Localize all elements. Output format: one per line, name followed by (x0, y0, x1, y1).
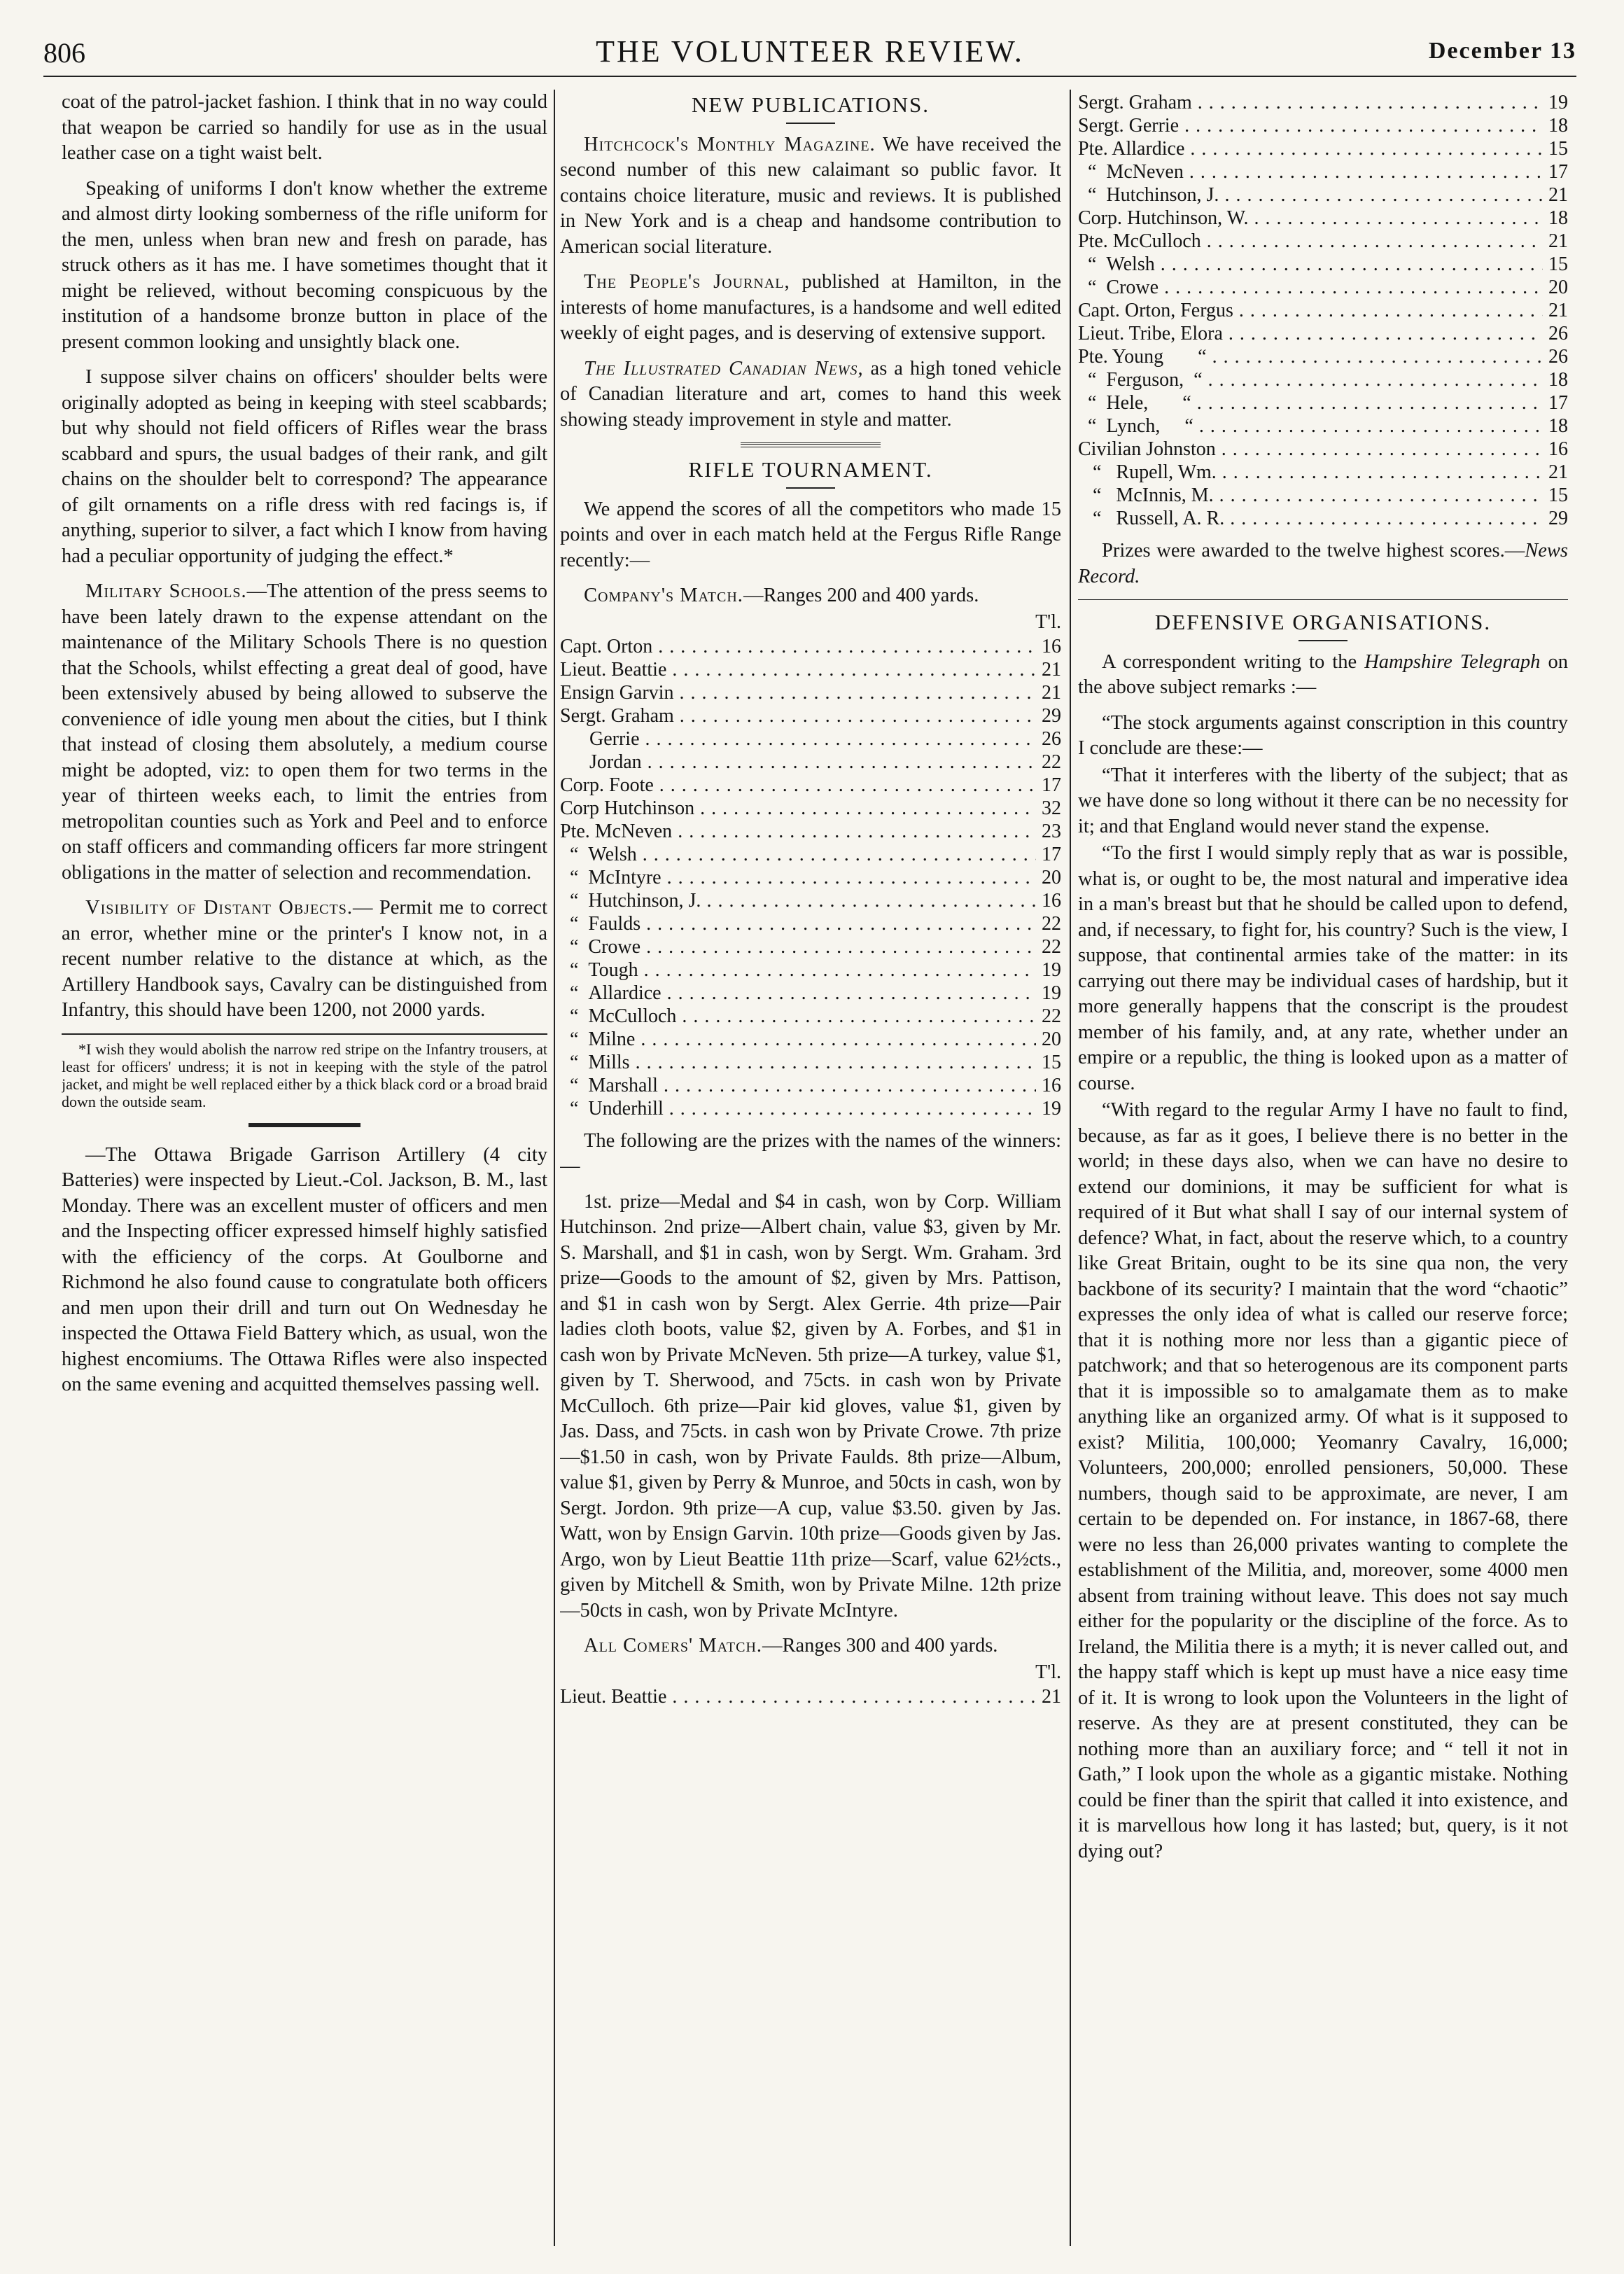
competitor-score: 21 (1042, 658, 1061, 681)
score-row (1078, 438, 1568, 461)
score-row (1078, 253, 1568, 276)
title-rule (786, 487, 835, 489)
score-row (560, 820, 1061, 843)
score-row (1078, 484, 1568, 507)
competitor-score: 16 (1042, 889, 1061, 912)
article-paragraph (1078, 650, 1568, 701)
paragraph-body: —The attention of the press seems to have been lately drawn to the expense attendant on the maintenance of the Military Schools There is no question that the Schools, whilst effecting a great deal of good, have been extensively abused by being allowed to subserve the convenience of idle young men about the cities, but I think that instead of closing them absolutely, a medium course might be adopted, viz: to open them for two terms in the year of thirteen weeks each, to limit the entries from metropolitan counties such as York and Peel and to enforce on staff officers and commanding officers far more stringent obligations in the matter of selection and recommendation. (62, 580, 547, 884)
competitor-name: Pte. McNeven . . . (560, 820, 1036, 843)
competitor-name: Lieut. Tribe, Elora . . . (1078, 322, 1543, 345)
competitor-name: “ Tough . . . (560, 958, 1036, 982)
paragraph-body: Prizes were awarded to the twelve highest scores.— (1102, 540, 1525, 561)
score-row (1078, 299, 1568, 322)
article-paragraph: The following are the prizes with the names of the winners:— (560, 1129, 1061, 1177)
section-lead: All Comers' Match. (584, 1635, 763, 1656)
competitor-name: “ McIntyre . . . (560, 866, 1036, 889)
competitor-score: 21 (1548, 184, 1568, 206)
column-divider-2 (1070, 90, 1071, 2246)
score-row (560, 635, 1061, 658)
score-row (1078, 507, 1568, 530)
competitor-score: 17 (1548, 161, 1568, 183)
header-rule (43, 76, 1576, 77)
article-paragraph (560, 1633, 1061, 1659)
score-row (560, 843, 1061, 866)
article-paragraph (560, 583, 1061, 609)
separator-rule (248, 1123, 360, 1127)
competitor-name: Pte. Young “ . . . (1078, 345, 1543, 368)
competitor-name: Pte. Allardice . . . (1078, 137, 1543, 160)
competitor-name: “ Milne . . . (560, 1028, 1036, 1051)
company-match-scores (560, 635, 1061, 1120)
competitor-name: “ Welsh . . . (560, 843, 1036, 866)
article-paragraph: I suppose silver chains on officers' shoulder belts were originally adopted as being in keeping with steel scabbards; but why should not field officers of Rifles wear the brass scabbard and spurs, the usual badges of their rank, and gilt chains on the shoulder belt to correspond? The appearance of gilt ornaments on a rifle dress with red facings is, if anything, superior to silver, a fact which I know from having had a peculiar opportunity of judging the effect.* (62, 366, 547, 567)
paragraph-body: We have received the second number of this new calaimant so public favor. It contains choice literature, music and reviews. It is published in New York and is a cheap and handsome contribution to American social literature. (560, 133, 1061, 258)
article-paragraph (560, 132, 1061, 260)
column-1 (62, 90, 547, 2246)
score-row (560, 1028, 1061, 1051)
score-row (560, 935, 1061, 958)
score-row (1078, 276, 1568, 299)
competitor-name: “ McCulloch . . . (560, 1005, 1036, 1028)
title-rule (786, 123, 835, 124)
article-paragraph (560, 270, 1061, 347)
source-name: News Record. (1078, 540, 1568, 587)
competitor-score: 26 (1042, 727, 1061, 750)
competitor-score: 22 (1042, 1005, 1061, 1027)
page-number: 806 (43, 37, 85, 69)
competitor-score: 18 (1548, 415, 1568, 437)
competitor-name: Jordan . . . (560, 751, 1036, 774)
competitor-score: 16 (1042, 635, 1061, 657)
separator-rule (741, 442, 881, 447)
competitor-name: “ Allardice . . . (560, 982, 1036, 1005)
score-row (560, 889, 1061, 912)
article-paragraph (62, 579, 547, 886)
score-row (560, 751, 1061, 774)
competitor-score: 23 (1042, 820, 1061, 842)
all-comers-scores (560, 1685, 1061, 1708)
article-paragraph: “To the first I would simply reply that as war is possible, what is, or ought to be, the most natural and imperative idea in a man's breast but that he should be called upon to defend, and, if necessary, to fight for, his country? Such is the view, I suppose, that continental armies take of the matter: in its carrying out there may be individual cases of hardship, but it more generally happens that the conscript is the proudest member of his family, and, at any rate, whether under an empire or a republic, the thing is looked upon as a matter of course. (1078, 842, 1568, 1094)
article-paragraph: “That it interferes with the liberty of the subject; that as we have done so long without it there can be no necessity for it; and that England would never stand the expense. (1078, 764, 1568, 837)
competitor-score: 20 (1042, 866, 1061, 888)
paragraph-body: A correspondent writing to the (1102, 650, 1365, 673)
score-row (560, 727, 1061, 751)
score-row (1078, 207, 1568, 230)
competitor-name: “ McInnis, M. . . . (1078, 484, 1543, 507)
competitor-score: 17 (1548, 392, 1568, 414)
competitor-name: Lieut. Beattie . . . (560, 1685, 1036, 1708)
title-rule (1298, 640, 1348, 641)
competitor-score: 22 (1042, 751, 1061, 773)
column-3 (1078, 90, 1568, 2246)
score-row (1078, 160, 1568, 183)
competitor-name: Corp. Foote . . . (560, 774, 1036, 797)
competitor-name: Civilian Johnston . . . (1078, 438, 1543, 461)
competitor-score: 20 (1548, 277, 1568, 298)
competitor-score: 19 (1042, 958, 1061, 981)
competitor-name: Sergt. Graham . . . (1078, 91, 1543, 114)
competitor-score: 26 (1548, 323, 1568, 344)
competitor-score: 15 (1548, 253, 1568, 275)
article-paragraph: “With regard to the regular Army I have no fault to find, because, as far as it goes, I believe there is no better in the world; in these days also, when we can have no desire to extend our dominions, it may be sufficient for what is required of it But what shall I say of our internal system of defence? What, in fact, about the reserve which, to a country like Great Britain, ought to be its sine qua non, the very backbone of its security? I maintain that the word “chaotic” expresses the only idea of what is called our reserve force; that it is nothing more nor less than a gigantic piece of patchwork; and that so heterogenous are its component parts that it is impossible so to amalgamate them as to make anything like an organized army. Of what is it supposed to exist? Militia, 100,000; Yeomanry Cavalry, 16,000; Volunteers, 200,000; enrolled pensioners, 50,000. These numbers, though said to be approximate, are never, I am certain to be depended on. For instance, in 1867-68, there were no less than 26,000 privates wanting to complete the establishment of the Militia, and, moreover, some 4000 men absent from training without leave. This does not say much either for the popularity or the discipline of the force. As to Ireland, the Militia there is a myth; it is never called out, and the happy staff which is kept up must have a nice easy time of it. It is wrong to look upon the Volunteers in the light of reserve. As they are at present constituted, they can be nothing more than an auxiliary force; and “ tell it not in Gath,” I look upon the whole as a gigantic mistake. Nothing could be finer than the spirit that called it into existence, and it is marvellous how long it has lasted; but, query, is it not dying out? (1078, 1099, 1568, 1862)
article-paragraph: coat of the patrol-jacket fashion. I think that in no way could that weapon be carried so handily for use as in the usual leather case on a tight waist belt. (62, 91, 547, 164)
competitor-score: 18 (1548, 369, 1568, 391)
competitor-score: 16 (1548, 438, 1568, 460)
competitor-score: 16 (1042, 1074, 1061, 1096)
competitor-score: 21 (1042, 681, 1061, 704)
paragraph-body: —Ranges 200 and 400 yards. (743, 585, 979, 606)
competitor-score: 29 (1548, 508, 1568, 529)
competitor-score: 18 (1548, 115, 1568, 137)
competitor-name: Gerrie . . . (560, 727, 1036, 751)
competitor-name: “ Mills . . . (560, 1051, 1036, 1074)
article-paragraph: Speaking of uniforms I don't know whether the extreme and almost dirty looking somberness of the rifle uniform for the men, unless when bran new and fresh on parade, has struck others as it has me. I have sometimes thought that it might be relieved, without becoming conspicuous by the institution of a handsome bronze button in place of the present common looking and unsightly black one. (62, 177, 547, 353)
score-row (1078, 391, 1568, 414)
score-row (560, 912, 1061, 935)
competitor-score: 21 (1042, 1685, 1061, 1708)
total-column-header: T'l. (1035, 1661, 1061, 1683)
competitor-name: “ Crowe . . . (560, 935, 1036, 958)
competitor-score: 19 (1042, 982, 1061, 1004)
score-row (560, 704, 1061, 727)
footnote (62, 1033, 547, 1110)
competitor-score: 17 (1042, 774, 1061, 796)
competitor-score: 18 (1548, 207, 1568, 229)
paragraph-body: as a high toned vehicle of Canadian literature and art, comes to hand this week showing steady improvement in style and matter. (560, 357, 1061, 431)
score-row (560, 1051, 1061, 1074)
competitor-score: 32 (1042, 797, 1061, 819)
competitor-score: 15 (1548, 484, 1568, 506)
competitor-score: 21 (1548, 230, 1568, 252)
section-title: RIFLE TOURNAMENT. (688, 457, 933, 482)
competitor-score: 20 (1042, 1028, 1061, 1050)
competitor-score: 22 (1042, 935, 1061, 958)
score-row (1078, 230, 1568, 253)
competitor-score: 21 (1548, 461, 1568, 483)
issue-date: December 13 (1428, 38, 1576, 64)
competitor-name: “ McNeven . . . (1078, 160, 1543, 183)
competitor-score: 15 (1042, 1051, 1061, 1073)
paragraph-body: on the above subject remarks :— (1078, 650, 1568, 698)
article-paragraph (560, 356, 1061, 433)
score-row (1078, 137, 1568, 160)
competitor-score: 21 (1548, 300, 1568, 321)
competitor-name: Lieut. Beattie . . . (560, 658, 1036, 681)
competitor-name: “ Underhill . . . (560, 1097, 1036, 1120)
competitor-name: “ Welsh . . . (1078, 253, 1543, 276)
newspaper-title: THE VOLUNTEER REVIEW. (596, 34, 1024, 69)
competitor-name: “ Hele, “ . . . (1078, 391, 1543, 414)
score-row (560, 982, 1061, 1005)
competitor-score: 22 (1042, 912, 1061, 935)
article-paragraph (62, 895, 547, 1024)
article-paragraph: “The stock arguments against conscription in this country I conclude are these:— (1078, 711, 1568, 759)
paragraph-body: published at Hamilton, in the interests of home manufactures, is a handsome and well edited weekly of eight pages, and is deserving of extensive support. (560, 271, 1061, 344)
score-row (560, 1074, 1061, 1097)
column-divider-1 (554, 90, 555, 2246)
score-row (1078, 345, 1568, 368)
score-row (1078, 114, 1568, 137)
competitor-score: 15 (1548, 138, 1568, 160)
footnote-text: *I wish they would abolish the narrow red stripe on the Infantry trousers, at least for officers' undress; it is not in keeping with the style of the patrol jacket, and might be well replaced either by a thick black cord or a broad braid down the outside seam. (62, 1040, 547, 1110)
score-row (560, 1685, 1061, 1708)
competitor-name: Pte. McCulloch . . . (1078, 230, 1543, 253)
score-row (1078, 91, 1568, 114)
competitor-score: 19 (1042, 1097, 1061, 1119)
section-lead: Visibility of Distant Objects. (85, 897, 353, 919)
competitor-name: Capt. Orton . . . (560, 635, 1036, 658)
paragraph-body: —Ranges 300 and 400 yards. (762, 1635, 998, 1656)
competitor-score: 29 (1042, 704, 1061, 727)
article-paragraph (1078, 538, 1568, 590)
score-row (1078, 368, 1568, 391)
competitor-name: Corp Hutchinson . . . (560, 797, 1036, 820)
competitor-name: “ Marshall . . . (560, 1074, 1036, 1097)
article-paragraph: —The Ottawa Brigade Garrison Artillery (4 city Batteries) were inspected by Lieut.-Col. Jackson, B. M., last Monday. There was an excellent muster of officers and men and the Inspecting officer expressed himself highly satisfied with the efficiency of the corps. At Goulborne and Richmond he also found cause to congratulate both officers and men upon their drill and turn out On Wednesday he inspected the Ottawa Field Battery which, as usual, won the highest encomiums. The Ottawa Rifles were also inspected on the same evening and acquitted themselves passing well. (62, 1143, 547, 1395)
competitor-name: Sergt. Graham . . . (560, 704, 1036, 727)
score-row (1078, 414, 1568, 438)
score-row (1078, 461, 1568, 484)
section-lead: Company's Match. (584, 585, 743, 606)
competitor-name: “ Lynch, “ . . . (1078, 414, 1543, 438)
competitor-score: 17 (1042, 843, 1061, 865)
total-column-header: T'l. (1035, 611, 1061, 633)
competitor-name: “ Hutchinson, J. . . . (1078, 183, 1543, 207)
competitor-name: Sergt. Gerrie . . . (1078, 114, 1543, 137)
section-lead: Military Schools. (85, 580, 247, 602)
separator-rule (1078, 599, 1568, 600)
competitor-score: 19 (1548, 92, 1568, 113)
competitor-name: “ Russell, A. R. . . . (1078, 507, 1543, 530)
section-lead: Hitchcock's Monthly Magazine. (584, 133, 876, 155)
competitor-name: “ Faulds . . . (560, 912, 1036, 935)
score-row (560, 658, 1061, 681)
competitor-name: “ Hutchinson, J. . . . (560, 889, 1036, 912)
page-header (43, 27, 1576, 70)
column-2 (560, 90, 1061, 2246)
score-row (560, 866, 1061, 889)
competitor-name: “ Ferguson, “ . . . (1078, 368, 1543, 391)
competitor-score: 26 (1548, 346, 1568, 368)
all-comers-scores-continued (1078, 91, 1568, 530)
competitor-name: Corp. Hutchinson, W. . . . (1078, 207, 1543, 230)
competitor-name: “ Rupell, Wm. . . . (1078, 461, 1543, 484)
score-row (560, 681, 1061, 704)
score-row (560, 774, 1061, 797)
competitor-name: Capt. Orton, Fergus . . . (1078, 299, 1543, 322)
score-row (1078, 322, 1568, 345)
article-paragraph: 1st. prize—Medal and $4 in cash, won by Corp. William Hutchinson. 2nd prize—Albert chain, value $3, given by Mr. S. Marshall, and $1 in cash, won by Sergt. Wm. Graham. 3rd prize—Goods to the amount of $2, given by Mrs. Pattison, and $1 in cash won by Sergt. Alex Gerrie. 4th prize—Pair ladies cloth boots, value $2, given by A. Forbes, and $1 in cash won by Private McNeven. 5th prize—A turkey, value $1, given by T. Sherwood, and 75cts. in cash won by Private McCulloch. 6th prize—Pair kid gloves, value $1, given by Jas. Dass, and 75cts. in cash won by Private Crowe. 7th prize—$1.50 in cash, won by Private Faulds. 8th prize—Album, value $1, given by Perry & Munroe, and 50cts in cash, won by Sergt. Jordon. 9th prize—A cup, value $3.50. given by Jas. Watt, won by Ensign Garvin. 10th prize—Goods given by Jas. Argo, won by Lieut Beattie 11th prize—Scarf, value 62½cts., given by Mitchell & Smith, won by Private Milne. 12th prize—50cts in cash, won by Private McIntyre. (560, 1190, 1061, 1621)
competitor-name: “ Crowe . . . (1078, 276, 1543, 299)
score-row (560, 1005, 1061, 1028)
score-row (560, 797, 1061, 820)
article-paragraph: We append the scores of all the competitors who made 15 points and over in each match held at the Fergus Rifle Range recently:— (560, 498, 1061, 571)
newspaper-name: Hampshire Telegraph (1364, 650, 1541, 673)
section-title: NEW PUBLICATIONS. (692, 92, 930, 117)
score-row (560, 958, 1061, 982)
section-lead: The Illustrated Canadian News, (584, 357, 864, 379)
paragraph-body: — Permit me to correct an error, whether mine or the printer's I know not, in a recent number relative to the distance at which, as the Artillery Handbook says, Cavalry can be distinguished from Infantry, this should have been 1200, not 2000 yards. (62, 897, 547, 1021)
section-title: DEFENSIVE ORGANISATIONS. (1154, 610, 1492, 634)
competitor-name: Ensign Garvin . . . (560, 681, 1036, 704)
score-row (560, 1097, 1061, 1120)
score-row (1078, 183, 1568, 207)
section-lead: The People's Journal, (584, 271, 790, 293)
